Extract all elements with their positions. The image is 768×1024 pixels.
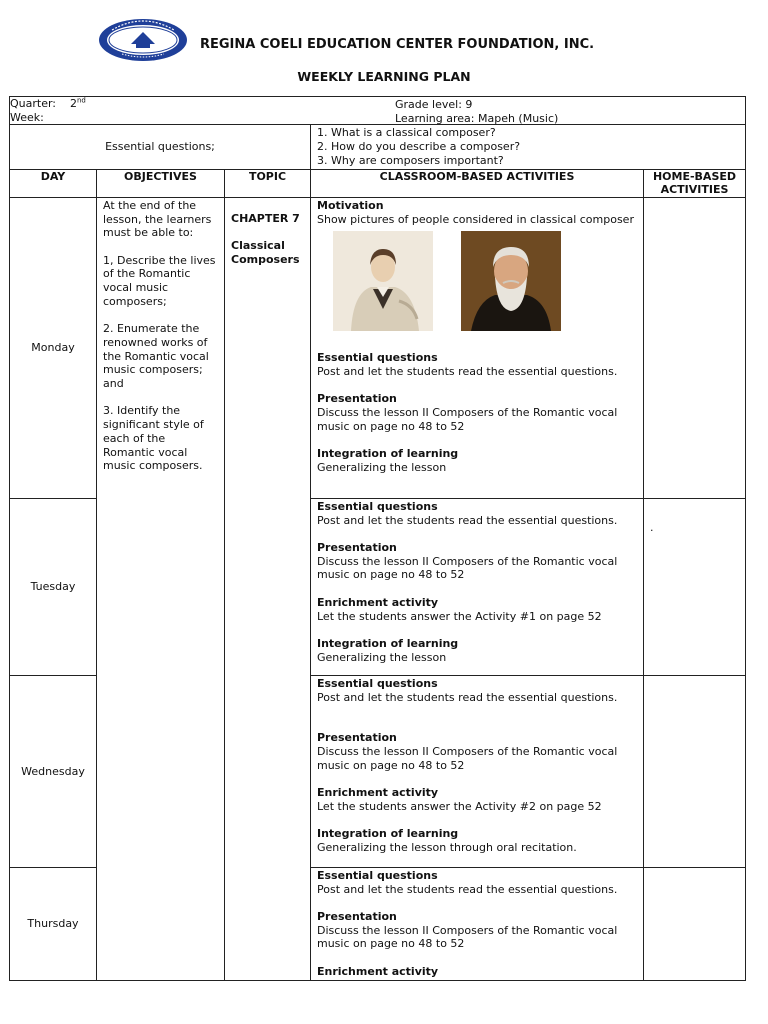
classroom-activities-monday [311, 197, 644, 498]
objective-item: 3. Identify the significant style of each of the Romantic vocal music composers. [103, 404, 204, 473]
classroom-activities-wednesday [311, 675, 644, 867]
activity-text: Discuss the lesson II Composers of the Romantic vocal music on page no 48 to 52 [317, 923, 618, 951]
plan-title: WEEKLY LEARNING PLAN [297, 69, 471, 84]
week-label: Week: [10, 110, 44, 124]
document-header [0, 0, 768, 96]
activity-text: Post and let the students read the essential questions. [317, 882, 618, 896]
activity-title: Presentation [317, 731, 397, 745]
activity-text: Generalizing the lesson [317, 650, 447, 664]
column-header-topic: TOPIC [225, 169, 311, 197]
activity-title: Enrichment activity [317, 786, 439, 800]
activity-title: Presentation [317, 392, 397, 406]
activity-text: Post and let the students read the essential questions. [317, 513, 618, 527]
quarter-week-cell [10, 97, 746, 125]
day-label: Thursday [10, 867, 97, 980]
home-activities-wednesday [644, 675, 746, 867]
column-header-day: DAY [10, 169, 97, 197]
activity-text: Let the students answer the Activity #1 on page 52 [317, 609, 602, 623]
activity-title: Presentation [317, 541, 397, 555]
organization-name: REGINA COELI EDUCATION CENTER FOUNDATION, INC. [200, 37, 595, 52]
column-header-home: HOME-BASED ACTIVITIES [644, 169, 746, 197]
objective-item: 1, Describe the lives of the Romantic vocal music composers; [103, 253, 216, 308]
day-label: Tuesday [10, 498, 97, 675]
essential-questions-row [10, 125, 746, 169]
home-activities-tuesday [644, 498, 746, 675]
grade-area-block [395, 98, 558, 125]
activity-title: Enrichment activity [317, 595, 439, 609]
activity-text: Discuss the lesson II Composers of the Romantic vocal music on page no 48 to 52 [317, 554, 618, 582]
activity-text: Post and let the students read the essential questions. [317, 365, 618, 379]
essential-question: 2. How do you describe a composer? [317, 140, 521, 154]
composer-portrait-sketch-image [333, 231, 433, 331]
activity-text: Post and let the students read the essential questions. [317, 690, 618, 704]
home-activities-monday [644, 197, 746, 498]
objective-item: 2. Enumerate the renowned works of the Romantic vocal music composers; and [103, 322, 209, 391]
topic-cell [225, 197, 311, 980]
activity-title: Motivation [317, 198, 384, 212]
activity-text: Discuss the lesson II Composers of the Romantic vocal music on page no 48 to 52 [317, 745, 618, 772]
objectives-cell [97, 197, 225, 980]
topic-chapter: CHAPTER 7 [231, 211, 300, 225]
grade-level: Grade level: 9 [395, 98, 473, 111]
essential-questions-list [311, 125, 746, 169]
plan-meta-row [10, 97, 746, 125]
column-header-row [10, 169, 746, 197]
essential-question: 3. Why are composers important? [317, 153, 504, 167]
day-label: Monday [10, 197, 97, 498]
activity-text: Discuss the lesson II Composers of the Romantic vocal music on page no 48 to 52 [317, 406, 618, 433]
activity-title: Integration of learning [317, 447, 459, 461]
activity-text: Generalizing the lesson through oral recitation. [317, 840, 577, 854]
quarter-value: 2 [70, 97, 77, 110]
activity-title: Essential questions [317, 351, 438, 365]
composer-portrait-photo-image [461, 231, 561, 331]
classroom-activities-thursday [311, 867, 644, 980]
classroom-activities-tuesday [311, 498, 644, 675]
activity-text: Let the students answer the Activity #2 on page 52 [317, 799, 602, 813]
column-header-classroom: CLASSROOM-BASED ACTIVITIES [311, 169, 644, 197]
day-row-monday [10, 197, 746, 498]
essential-question: 1. What is a classical composer? [317, 126, 496, 140]
weekly-plan-table [9, 96, 746, 981]
topic-name: Classical Composers [231, 239, 300, 267]
school-logo-icon [98, 18, 188, 62]
learning-area: Learning area: Mapeh (Music) [395, 111, 559, 125]
day-label: Wednesday [10, 675, 97, 867]
essential-questions-label: Essential questions; [10, 125, 311, 169]
composer-pictures [317, 226, 637, 351]
home-activity-mark: . [650, 521, 654, 534]
activity-title: Enrichment activity [317, 964, 439, 978]
activity-text: Show pictures of people considered in classical composer [317, 212, 634, 226]
activity-title: Essential questions [317, 676, 438, 690]
activity-title: Essential questions [317, 868, 438, 882]
quarter-superscript: nd [77, 96, 86, 105]
activity-title: Integration of learning [317, 636, 459, 650]
activity-title: Presentation [317, 910, 397, 924]
activity-text: Generalizing the lesson [317, 460, 447, 474]
activity-title: Essential questions [317, 499, 438, 513]
quarter-label: Quarter: [10, 97, 57, 110]
activity-title: Integration of learning [317, 827, 459, 841]
objectives-intro: At the end of the lesson, the learners must be able to: [103, 198, 212, 240]
column-header-objectives: OBJECTIVES [97, 169, 225, 197]
home-activities-thursday [644, 867, 746, 980]
